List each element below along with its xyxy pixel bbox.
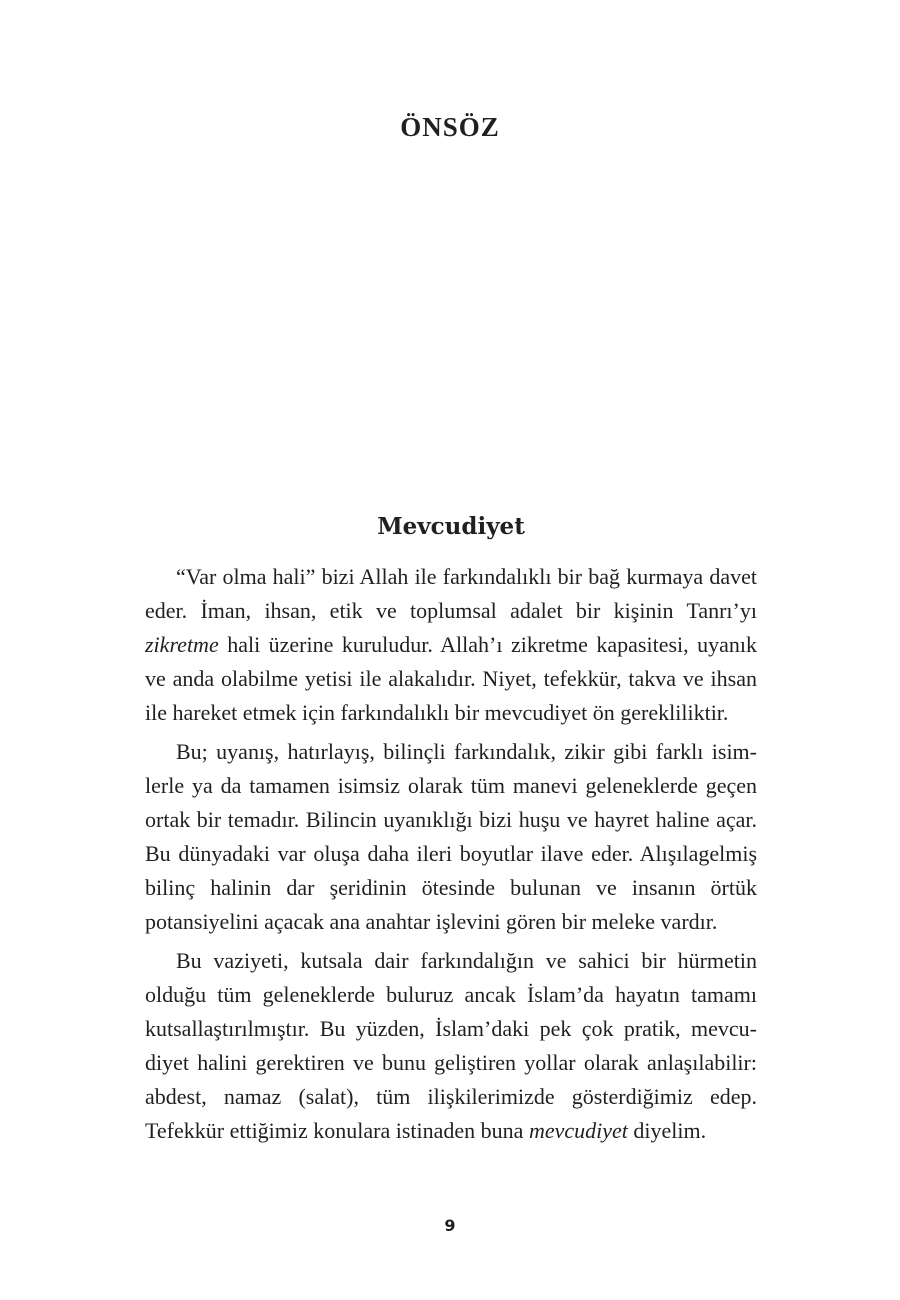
page-number: 9 <box>444 1216 456 1235</box>
paragraph-1 <box>145 560 757 730</box>
paragraph-1-text-2: hali üzerine kuruludur. Allah’ı zikretme kapasitesi, uyanık ve anda olabilme yetisi ile alakalıdır. Niyet, tefekkür, takva ve ihsan ile hareket etmek için farkındalıklı bir mevcudiyet ön gerekliliktir. <box>145 632 757 725</box>
page-title: ÖNSÖZ <box>400 112 500 142</box>
paragraph-1-text-1: “Var olma hali” bizi Allah ile farkındalıklı bir bağ kurmaya davet eder. İman, ihsan, etik ve toplumsal adalet bir kişinin Tanrı’yı <box>145 564 757 623</box>
section-heading: Mevcudiyet <box>377 513 525 540</box>
paragraph-2 <box>145 735 757 939</box>
section-mevcudiyet <box>145 510 757 1153</box>
paragraph-3-text-2: diyelim. <box>627 1118 707 1143</box>
paragraph-3 <box>145 944 757 1148</box>
paragraph-1-italic-term: zikretme <box>145 632 219 657</box>
paragraph-3-text-1: Bu vaziyeti, kutsala dair farkındalığın ve sahici bir hürmetin olduğu tüm geleneklerde buluruz ancak İslam’da hayatın tamamı kutsallaştırılmıştır. Bu yüzden, İslam’daki pek çok pratik, mevcudiyet halini gerektiren ve bunu geliştiren yollar olarak anlaşılabilir: abdest, namaz (salat), tüm ilişkilerimizde gösterdiğimiz edep. Tefekkür ettiğimiz konulara istinaden buna <box>145 948 757 1143</box>
paragraph-2-text: Bu; uyanış, hatırlayış, bilinçli farkındalık, zikir gibi farklı isimlerle ya da tamamen isimsiz olarak tüm manevi geleneklerde geçen ortak bir temadır. Bilincin uyanıklığı bizi huşu ve hayret haline açar. Bu dünyadaki var oluşa daha ileri boyutlar ilave eder. Alışılagelmiş bilinç halinin dar şeridinin ötesinde bulunan ve insanın örtük potansiyelini açacak ana anahtar işlevini gören bir meleke vardır. <box>145 739 757 934</box>
paragraph-3-italic-term: mevcudiyet <box>528 1118 628 1143</box>
